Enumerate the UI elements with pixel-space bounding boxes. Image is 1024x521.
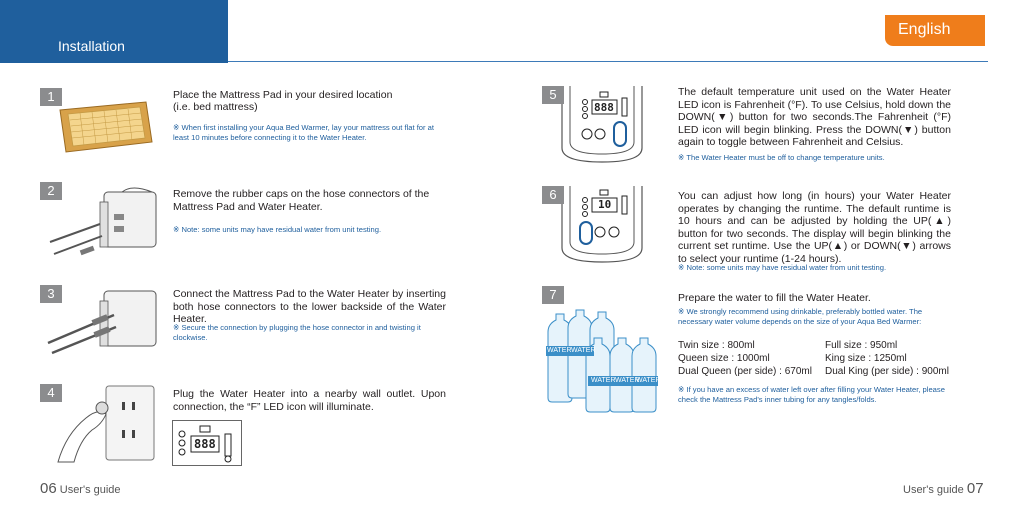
step-6-text: You can adjust how long (in hours) your Water Heater operates by changing the runtime. The default runtime is 10 hours and can be adjusted by holding the UP(▲) button for two seconds. The display will begin blinking the current set runtime. Use the UP(▲) or DOWN(▼) arrows to select your runtime (1-24 hours).	[678, 190, 951, 265]
section-header	[0, 0, 228, 63]
table-row	[678, 365, 988, 378]
step-5-note: ※ The Water Heater must be off to change temperature units.	[678, 153, 885, 162]
language-tab	[885, 15, 985, 46]
bottle-label-2: WATER	[571, 347, 596, 354]
table-row	[678, 339, 988, 352]
water-volume-table	[678, 339, 988, 378]
step-5-text: The default temperature unit used on the Water Heater LED icon is Fahrenheit (°F). To use Celsius, hold down the DOWN(▼) button for two seconds.The Fahrenheit (°F) LED icon will begin blinking. Press the DOWN(▼) button again to toggle between Fahrenheit and Celsius.	[678, 86, 951, 148]
footer-left-label: User's guide	[59, 484, 121, 496]
step6-led-digits: 10	[598, 198, 612, 211]
size-king: King size : 1250ml	[825, 353, 907, 364]
language-label: English	[898, 21, 951, 38]
step-1-text-2: (i.e. bed mattress)	[173, 101, 258, 113]
step-7-note: ※ We strongly recommend using drinkable, preferably bottled water. The necessary water volume depends on the size of your Aqua Bed Warmer:	[678, 307, 923, 326]
step-5-number: 5	[542, 86, 564, 104]
step5-led-digits: 888	[594, 101, 614, 114]
step-2-illustration	[40, 182, 158, 262]
step-7-note-2: ※ If you have an excess of water left over after filling your Water Heater, please check the Mattress Pad's inner tubing for any tangles/folds.	[678, 385, 945, 404]
table-row	[678, 352, 988, 365]
step-3-number: 3	[40, 285, 62, 303]
size-twin: Twin size : 800ml	[678, 340, 755, 351]
page-number-right: 07	[966, 480, 984, 497]
led-display-step4	[172, 420, 242, 466]
step-7-illustration	[542, 286, 660, 414]
bottle-label-5: WATER	[636, 377, 660, 384]
step-2-number: 2	[40, 182, 62, 200]
bottle-label-3: WATER	[591, 377, 616, 384]
step4-led-digits: 888	[194, 437, 216, 451]
bottle-label-1: WATER	[547, 347, 572, 354]
step-1-number: 1	[40, 88, 62, 106]
footer-left	[40, 480, 121, 497]
step-3-illustration	[40, 285, 158, 355]
page-number-left: 06	[40, 480, 57, 497]
bottle-label-4: WATER	[615, 377, 640, 384]
size-dual-king: Dual King (per side) : 900ml	[825, 366, 949, 377]
step-7-number: 7	[542, 286, 564, 304]
step-2-text: Remove the rubber caps on the hose connectors of the Mattress Pad and Water Heater.	[173, 188, 430, 213]
step-6-note: ※ Note: some units may have residual water from unit testing.	[678, 263, 887, 272]
size-dual-queen: Dual Queen (per side) : 670ml	[678, 366, 812, 377]
header-divider	[228, 61, 988, 62]
step-3-note: ※ Secure the connection by plugging the hose connector in and twisting it clockwise.	[173, 323, 421, 342]
size-queen: Queen size : 1000ml	[678, 353, 770, 364]
step-1-illustration	[40, 88, 158, 158]
step-4-text: Plug the Water Heater into a nearby wall outlet. Upon connection, the “F” LED icon will illuminate.	[173, 388, 446, 413]
size-full: Full size : 950ml	[825, 340, 898, 351]
step-4-illustration	[40, 384, 158, 464]
step-6-illustration	[542, 186, 660, 264]
footer-right	[903, 480, 984, 497]
step-7-text: Prepare the water to fill the Water Heater.	[678, 292, 871, 304]
step-1-text: Place the Mattress Pad in your desired location	[173, 89, 393, 101]
step-6-number: 6	[542, 186, 564, 204]
step-4-number: 4	[40, 384, 62, 402]
step-3-text: Connect the Mattress Pad to the Water Heater by inserting both hose connectors to the lower backside of the Water Heater.	[173, 288, 446, 325]
step-1-note: ※ When first installing your Aqua Bed Warmer, lay your mattress out flat for at least 10 minutes before connecting it to the Water Heater.	[173, 123, 434, 142]
footer-right-label: User's guide	[903, 484, 964, 496]
step-5-illustration	[542, 86, 660, 164]
section-title: Installation	[58, 38, 125, 54]
step-2-note: ※ Note: some units may have residual water from unit testing.	[173, 225, 382, 234]
